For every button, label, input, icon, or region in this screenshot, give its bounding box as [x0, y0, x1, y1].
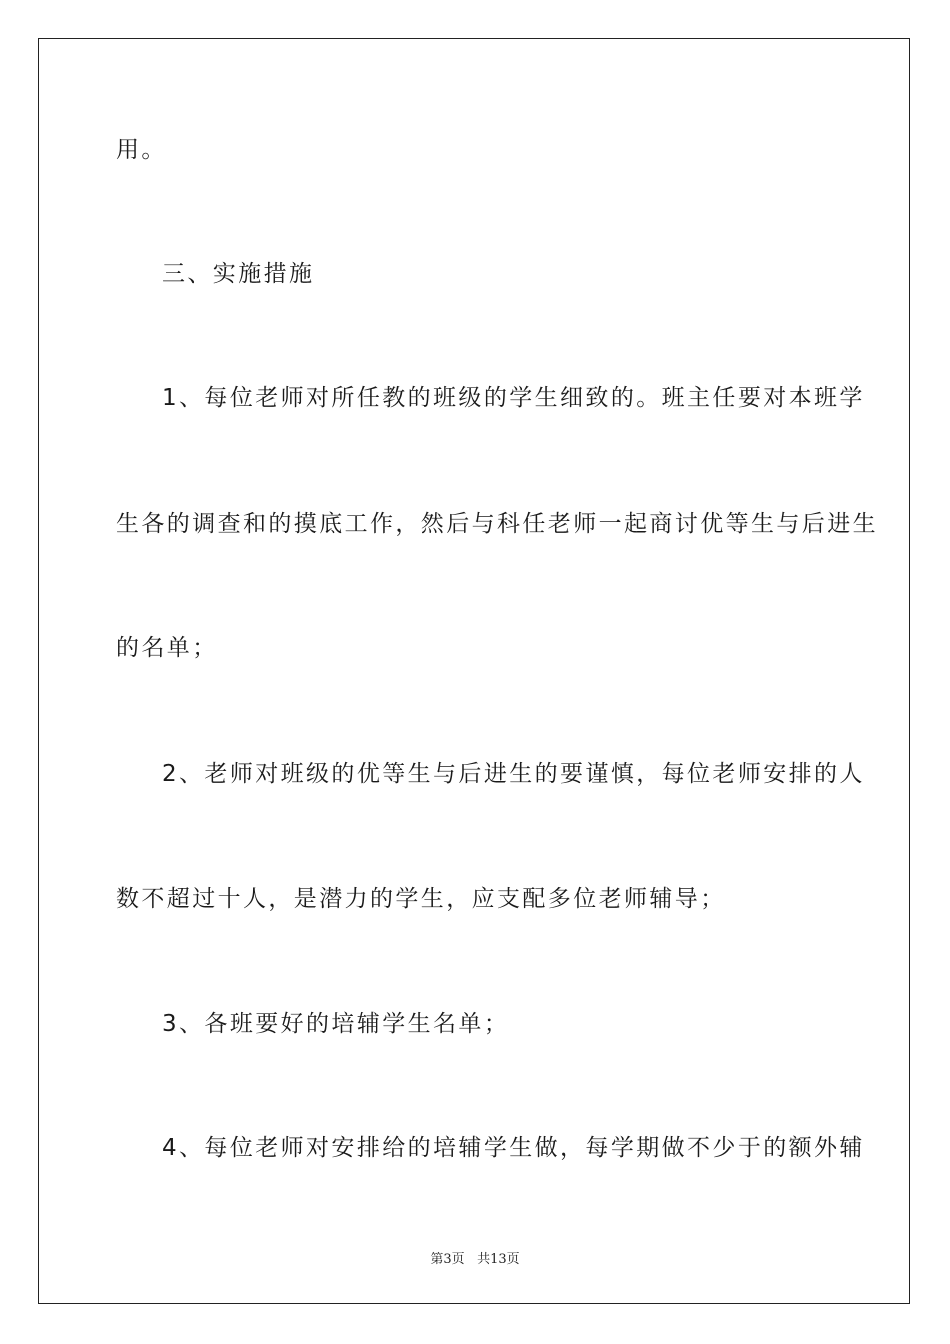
page-number: 第3页	[430, 1252, 465, 1267]
page-border	[38, 38, 910, 1304]
section-heading: 三、实施措施	[162, 261, 315, 287]
text-line-item-3: 3、各班要好的培辅学生名单；	[162, 1011, 510, 1037]
text-line-item-1: 1、每位老师对所任教的班级的学生细致的。班主任要对本班学	[162, 385, 865, 411]
text-line-continued-1: 生各的调查和的摸底工作，然后与科任老师一起商讨优等生与后进生	[116, 511, 878, 537]
text-line-continued-3: 数不超过十人，是潜力的学生，应支配多位老师辅导；	[116, 886, 726, 912]
text-line-item-2: 2、老师对班级的优等生与后进生的要谨慎，每位老师安排的人	[162, 761, 865, 787]
total-pages: 共13页	[477, 1252, 520, 1267]
text-line-item-4: 4、每位老师对安排给的培辅学生做，每学期做不少于的额外辅	[162, 1135, 865, 1161]
page-footer	[0, 1248, 950, 1267]
text-line-continued-2: 的名单；	[116, 635, 218, 661]
text-line-1: 用。	[116, 137, 167, 163]
